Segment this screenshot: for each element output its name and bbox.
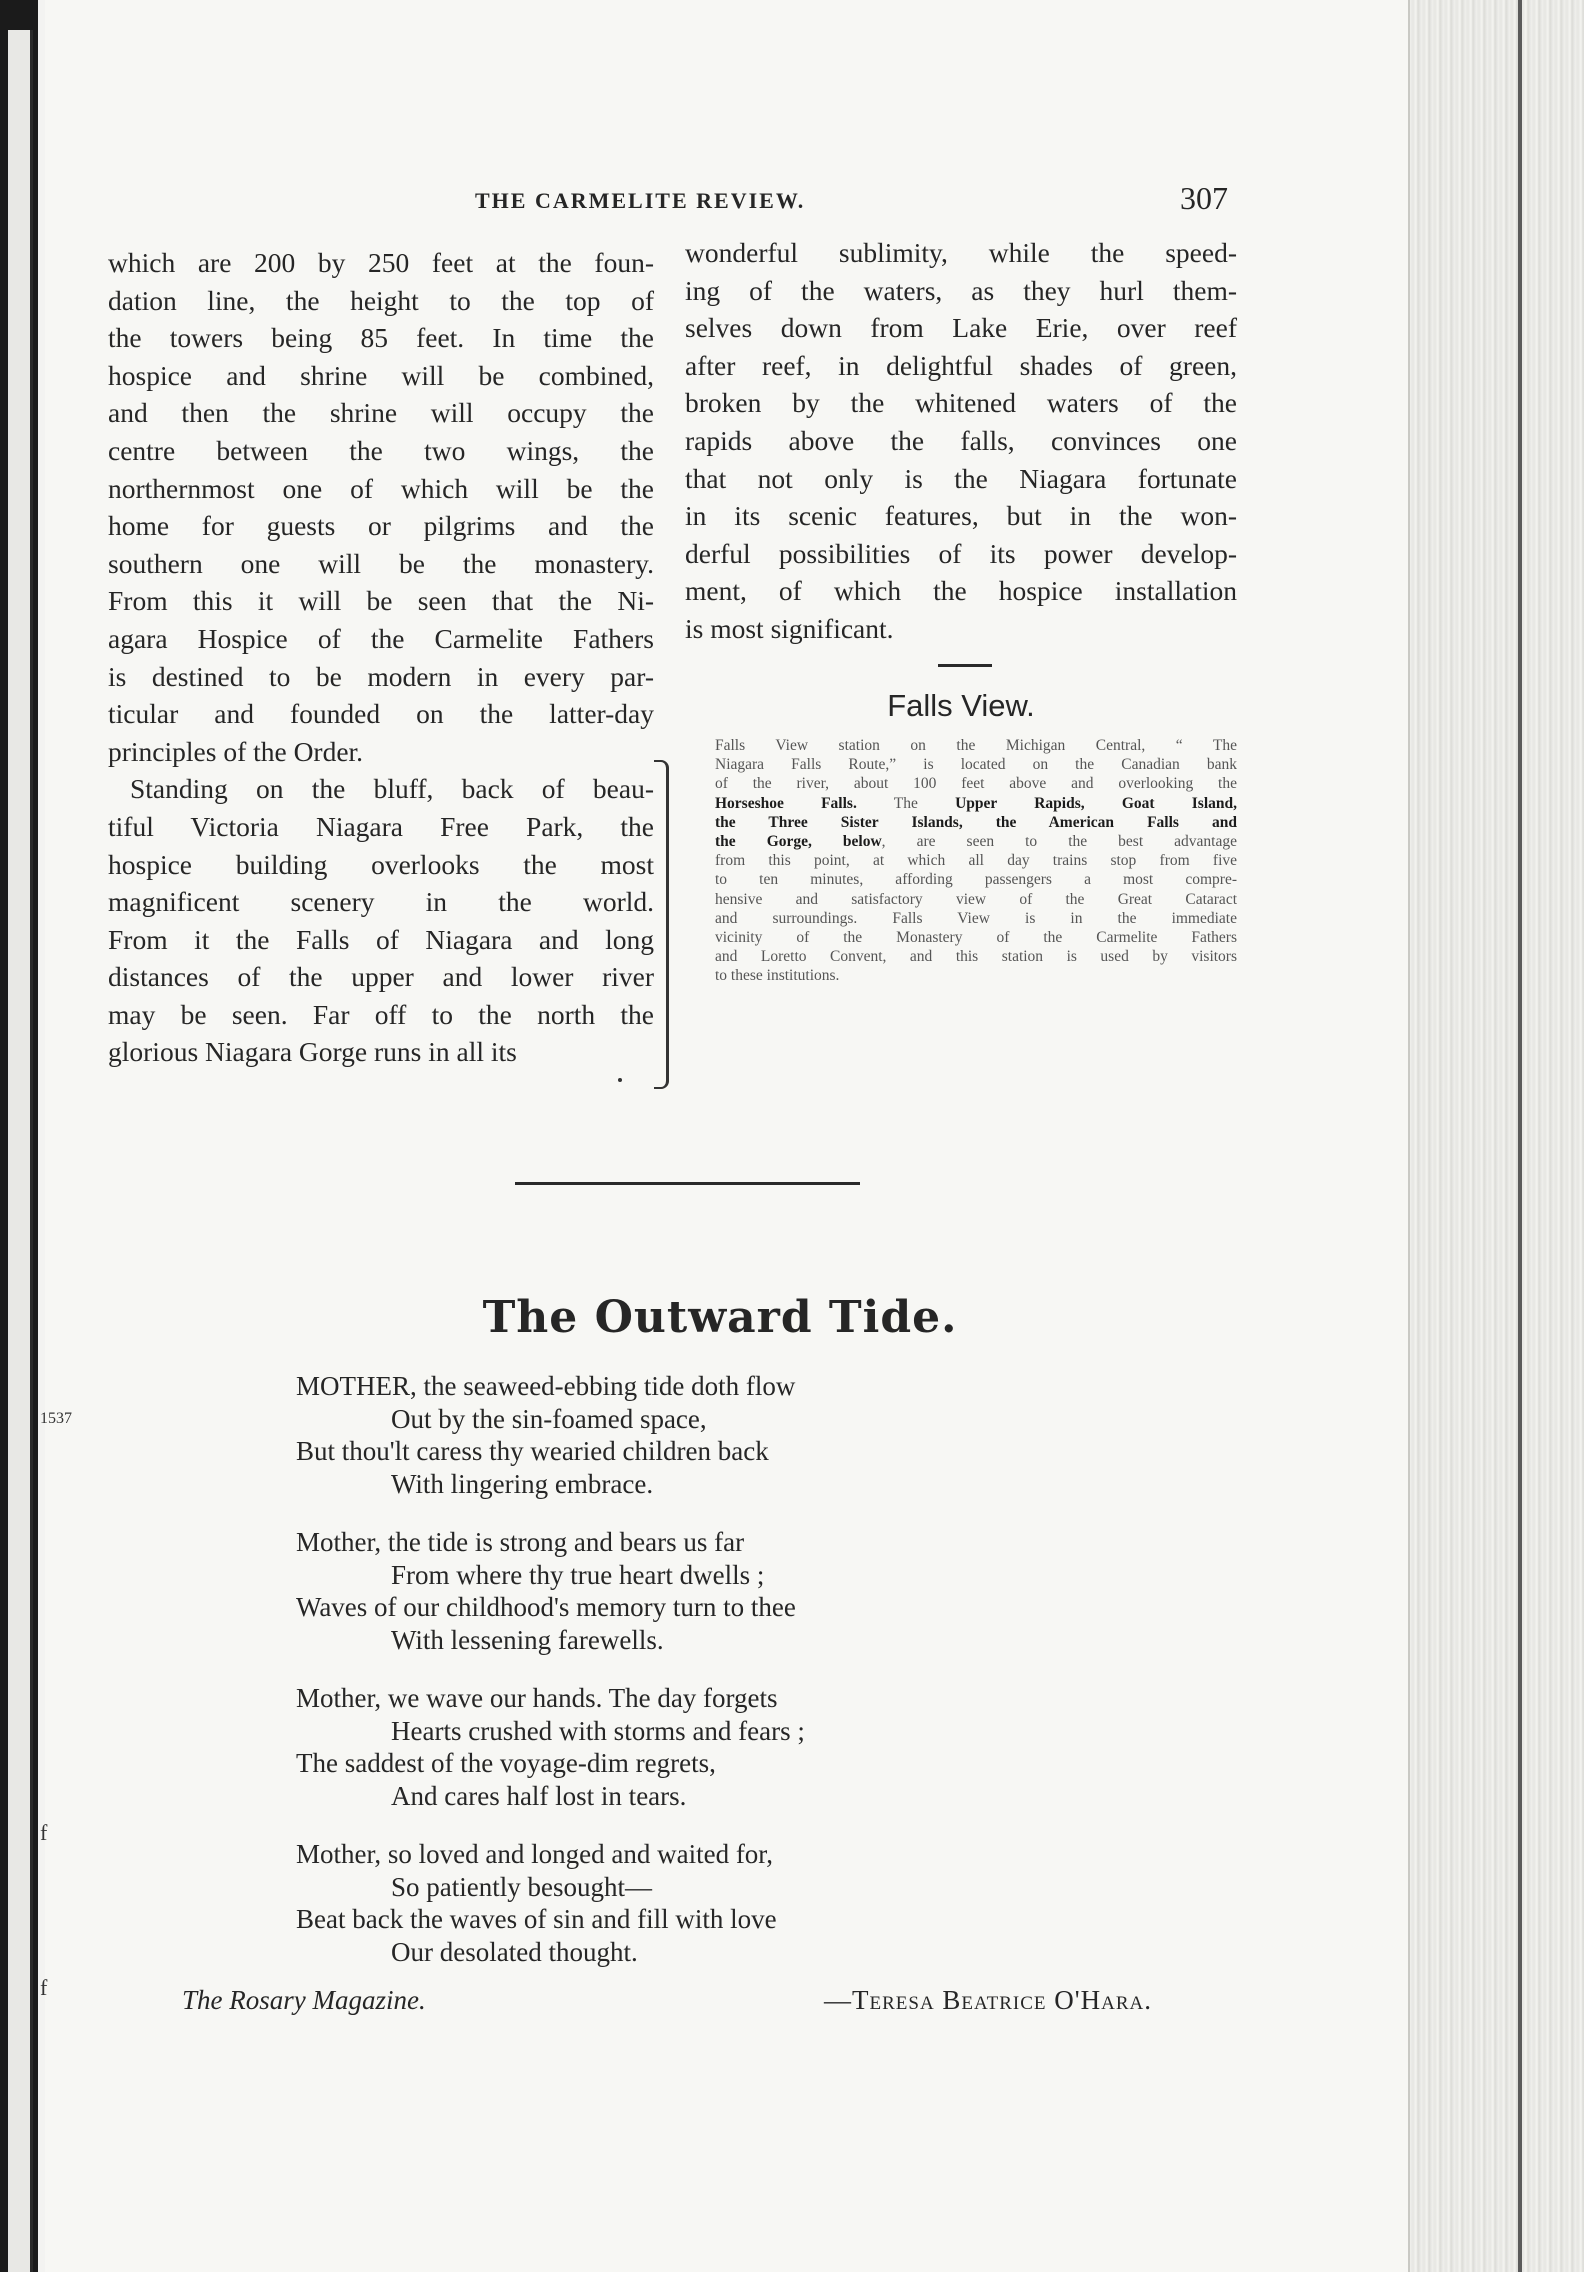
notice-line <box>715 774 1237 793</box>
notice-text: The <box>856 794 956 812</box>
notice-text: to ten minutes, affording passengers a most compre- <box>715 871 1237 889</box>
notice-text: of the river, about 100 feet above and overlooking the <box>715 775 1237 793</box>
notice-line <box>715 928 1237 947</box>
page-edge-line <box>1518 0 1522 2272</box>
text-line: ing of the waters, as they hurl them- <box>685 274 1237 306</box>
poem-line: Mother, we wave our hands. The day forgets <box>296 1683 778 1713</box>
text-line: ment, of which the hospice installation <box>685 575 1237 607</box>
poem-line: Mother, the tide is strong and bears us far <box>296 1527 745 1557</box>
text-line: From this it will be seen that the Ni- <box>108 585 654 617</box>
poem-line: From where thy true heart dwells ; <box>391 1559 765 1590</box>
poem-stanza <box>296 1682 805 1812</box>
poem-line: Our desolated thought. <box>391 1936 638 1967</box>
notice-line <box>715 870 1237 889</box>
source-credit: The Rosary Magazine. <box>182 1985 426 2015</box>
poem-line: Hearts crushed with storms and fears ; <box>391 1715 805 1746</box>
text-line: wonderful sublimity, while the speed- <box>685 237 1237 268</box>
text-line: and then the shrine will occupy the <box>108 397 654 429</box>
notice-text: from this point, at which all day trains stop from five <box>715 852 1237 870</box>
poem-stanza <box>296 1370 805 1500</box>
text-line: distances of the upper and lower river <box>108 961 654 993</box>
ink-speck <box>618 1078 622 1082</box>
text-line: Standing on the bluff, back of beau- <box>130 773 654 805</box>
text-line: the towers being 85 feet. In time the <box>108 322 654 354</box>
text-line: may be seen. Far off to the north the <box>108 998 654 1030</box>
notice-text: Niagara Falls Route,” is located on the Canadian bank <box>715 756 1237 774</box>
text-line: northernmost one of which will be the <box>108 472 654 504</box>
notice-line <box>715 909 1237 928</box>
text-line: home for guests or pilgrims and the <box>108 510 654 542</box>
poem-line: With lingering embrace. <box>391 1468 654 1499</box>
short-rule <box>938 664 992 667</box>
text-line: in its scenic features, but in the won- <box>685 500 1237 532</box>
poem-line: The saddest of the voyage-dim regrets, <box>296 1748 716 1778</box>
author-credit: —Teresa Beatrice O'Hara. <box>824 1985 1153 2015</box>
falls-view-notice <box>715 736 1237 986</box>
running-head: THE CARMELITE REVIEW. <box>475 188 806 213</box>
margin-mark: f <box>40 1820 48 1845</box>
notice-text: and surroundings. Falls View is in the immediate <box>715 909 1237 927</box>
adjacent-page-sliver <box>8 30 33 2272</box>
poem-body <box>296 1370 805 1994</box>
notice-line <box>715 966 1237 985</box>
margin-bracket <box>654 760 669 1089</box>
text-line: is most significant. <box>685 612 894 644</box>
text-line: which are 200 by 250 feet at the foun- <box>108 247 654 278</box>
notice-text: to these institutions. <box>715 967 840 985</box>
notice-line <box>715 832 1237 851</box>
notice-text: Falls View station on the Michigan Central, “ The <box>715 737 1237 754</box>
text-line: derful possibilities of its power develop- <box>685 537 1237 569</box>
notice-line <box>715 947 1237 966</box>
text-line: glorious Niagara Gorge runs in all its <box>108 1036 517 1068</box>
notice-line <box>715 851 1237 870</box>
text-line: that not only is the Niagara fortunate <box>685 462 1237 494</box>
text-line: ticular and founded on the latter-day <box>108 698 654 730</box>
text-line: is destined to be modern in every par- <box>108 660 654 692</box>
notice-line <box>715 736 1237 755</box>
poem-line: Mother, so loved and longed and waited for, <box>296 1839 773 1869</box>
notice-text: , are seen to the best advantage <box>881 833 1237 851</box>
page-edge-stack <box>1410 0 1584 2272</box>
section-divider <box>515 1182 860 1185</box>
notice-bold-text: Upper Rapids, Goat Island, <box>955 794 1237 812</box>
poem-line: Out by the sin-foamed space, <box>391 1403 707 1434</box>
text-line: selves down from Lake Erie, over reef <box>685 312 1237 344</box>
text-line: dation line, the height to the top of <box>108 284 654 316</box>
notice-line <box>715 890 1237 909</box>
poem-line: With lessening farewells. <box>391 1624 664 1655</box>
poem-line: And cares half lost in tears. <box>391 1780 687 1811</box>
notice-bold-text: the Gorge, below <box>715 833 882 851</box>
text-line: after reef, in delightful shades of green, <box>685 349 1237 381</box>
text-line: rapids above the falls, convinces one <box>685 424 1237 456</box>
poem-stanza <box>296 1526 805 1656</box>
left-column <box>108 244 654 1071</box>
notice-text: hensive and satisfactory view of the Great Cataract <box>715 890 1237 908</box>
text-line: hospice building overlooks the most <box>108 848 654 880</box>
page-number: 307 <box>1180 180 1228 216</box>
poem-stanza <box>296 1838 805 1968</box>
notice-text: vicinity of the Monastery of the Carmelite Fathers <box>715 929 1237 947</box>
poem-line: But thou'lt caress thy wearied children back <box>296 1436 769 1466</box>
margin-mark: f <box>40 1975 48 2000</box>
text-line: tiful Victoria Niagara Free Park, the <box>108 810 654 842</box>
text-line: principles of the Order. <box>108 735 364 767</box>
falls-view-heading: Falls View. <box>887 688 1035 723</box>
poem-line: So patiently besought— <box>391 1871 652 1902</box>
text-line: magnificent scenery in the world. <box>108 886 654 918</box>
text-line: hospice and shrine will be combined, <box>108 359 654 391</box>
text-line: From it the Falls of Niagara and long <box>108 923 654 955</box>
poem-line: MOTHER, the seaweed-ebbing tide doth flow <box>296 1371 796 1401</box>
right-column <box>685 234 1237 648</box>
text-line: centre between the two wings, the <box>108 434 654 466</box>
text-line: southern one will be the monastery. <box>108 547 654 579</box>
notice-bold-text: the Three Sister Islands, the American Falls and <box>715 813 1237 831</box>
text-line: agara Hospice of the Carmelite Fathers <box>108 622 654 654</box>
notice-bold-text: Horseshoe Falls. <box>715 794 857 812</box>
notice-line <box>715 794 1237 813</box>
poem-line: Beat back the waves of sin and fill with love <box>296 1904 777 1934</box>
notice-line <box>715 755 1237 774</box>
notice-line <box>715 813 1237 832</box>
margin-mark: 1537 <box>40 1410 72 1427</box>
poem-title: The Outward Tide. <box>482 1292 958 1343</box>
poem-line: Waves of our childhood's memory turn to thee <box>296 1592 796 1622</box>
text-line: broken by the whitened waters of the <box>685 387 1237 419</box>
notice-text: and Loretto Convent, and this station is used by visitors <box>715 948 1237 966</box>
